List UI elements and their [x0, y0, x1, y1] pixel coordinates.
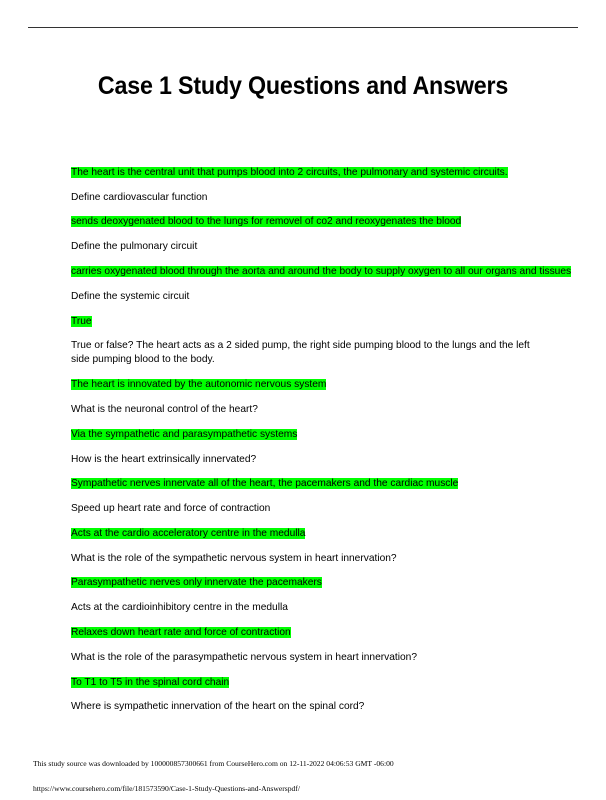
question-line: Acts at the cardioinhibitory centre in the medulla [71, 602, 288, 613]
answer-line [71, 626, 291, 640]
answer-line [71, 378, 326, 392]
answer-line [71, 215, 461, 229]
question-line: Define the systemic circuit [71, 291, 190, 302]
highlighted-text: Acts at the cardio acceleratory centre in the medulla [71, 528, 306, 539]
question-line: Define cardiovascular function [71, 192, 208, 203]
highlighted-text: The heart is the central unit that pumps blood into 2 circuits, the pulmonary and systemic circuits. [71, 167, 508, 178]
question-line: True or false? The heart acts as a 2 sided pump, the right side pumping blood to the lungs and the left side pumping blood to the body. [71, 340, 530, 365]
answer-line [71, 527, 305, 541]
question-line: What is the role of the sympathetic nervous system in heart innervation? [71, 553, 397, 564]
question-line: Where is sympathetic innervation of the heart on the spinal cord? [71, 701, 365, 712]
answer-line [71, 576, 322, 590]
question-line: What is the role of the parasympathetic nervous system in heart innervation? [71, 652, 417, 663]
page-title: Case 1 Study Questions and Answers [97, 72, 509, 100]
answer-line [71, 428, 297, 442]
answer-line [71, 477, 458, 491]
highlighted-text: Via the sympathetic and parasympathetic systems [71, 429, 298, 440]
answer-line [71, 265, 571, 279]
highlighted-text: The heart is innovated by the autonomic nervous system [71, 379, 327, 390]
highlighted-text: Sympathetic nerves innervate all of the heart, the pacemakers and the cardiac muscle [71, 478, 459, 489]
question-line: How is the heart extrinsically innervated? [71, 454, 257, 465]
answer-line [71, 315, 92, 329]
highlighted-text: sends deoxygenated blood to the lungs for removel of co2 and reoxygenates the blood [71, 216, 462, 227]
highlighted-text: True [71, 316, 92, 327]
top-rule [28, 27, 578, 28]
question-line: What is the neuronal control of the heart? [71, 404, 258, 415]
highlighted-text: To T1 to T5 in the spinal cord chain [71, 677, 230, 688]
download-notice: This study source was downloaded by 100000857300661 from CourseHero.com on 12-11-2022 04:06:53 GMT -06:00 [33, 759, 394, 768]
question-line: Speed up heart rate and force of contraction [71, 503, 271, 514]
highlighted-text: Relaxes down heart rate and force of contraction [71, 627, 291, 638]
highlighted-text: Parasympathetic nerves only innervate the pacemakers [71, 577, 322, 588]
answer-line [71, 676, 229, 690]
source-url[interactable]: https://www.coursehero.com/file/181573590/Case-1-Study-Questions-and-Answerspdf/ [33, 784, 300, 793]
answer-line [71, 166, 508, 180]
question-line: Define the pulmonary circuit [71, 241, 198, 252]
highlighted-text: carries oxygenated blood through the aorta and around the body to supply oxygen to all our organs and tissues [71, 266, 572, 277]
